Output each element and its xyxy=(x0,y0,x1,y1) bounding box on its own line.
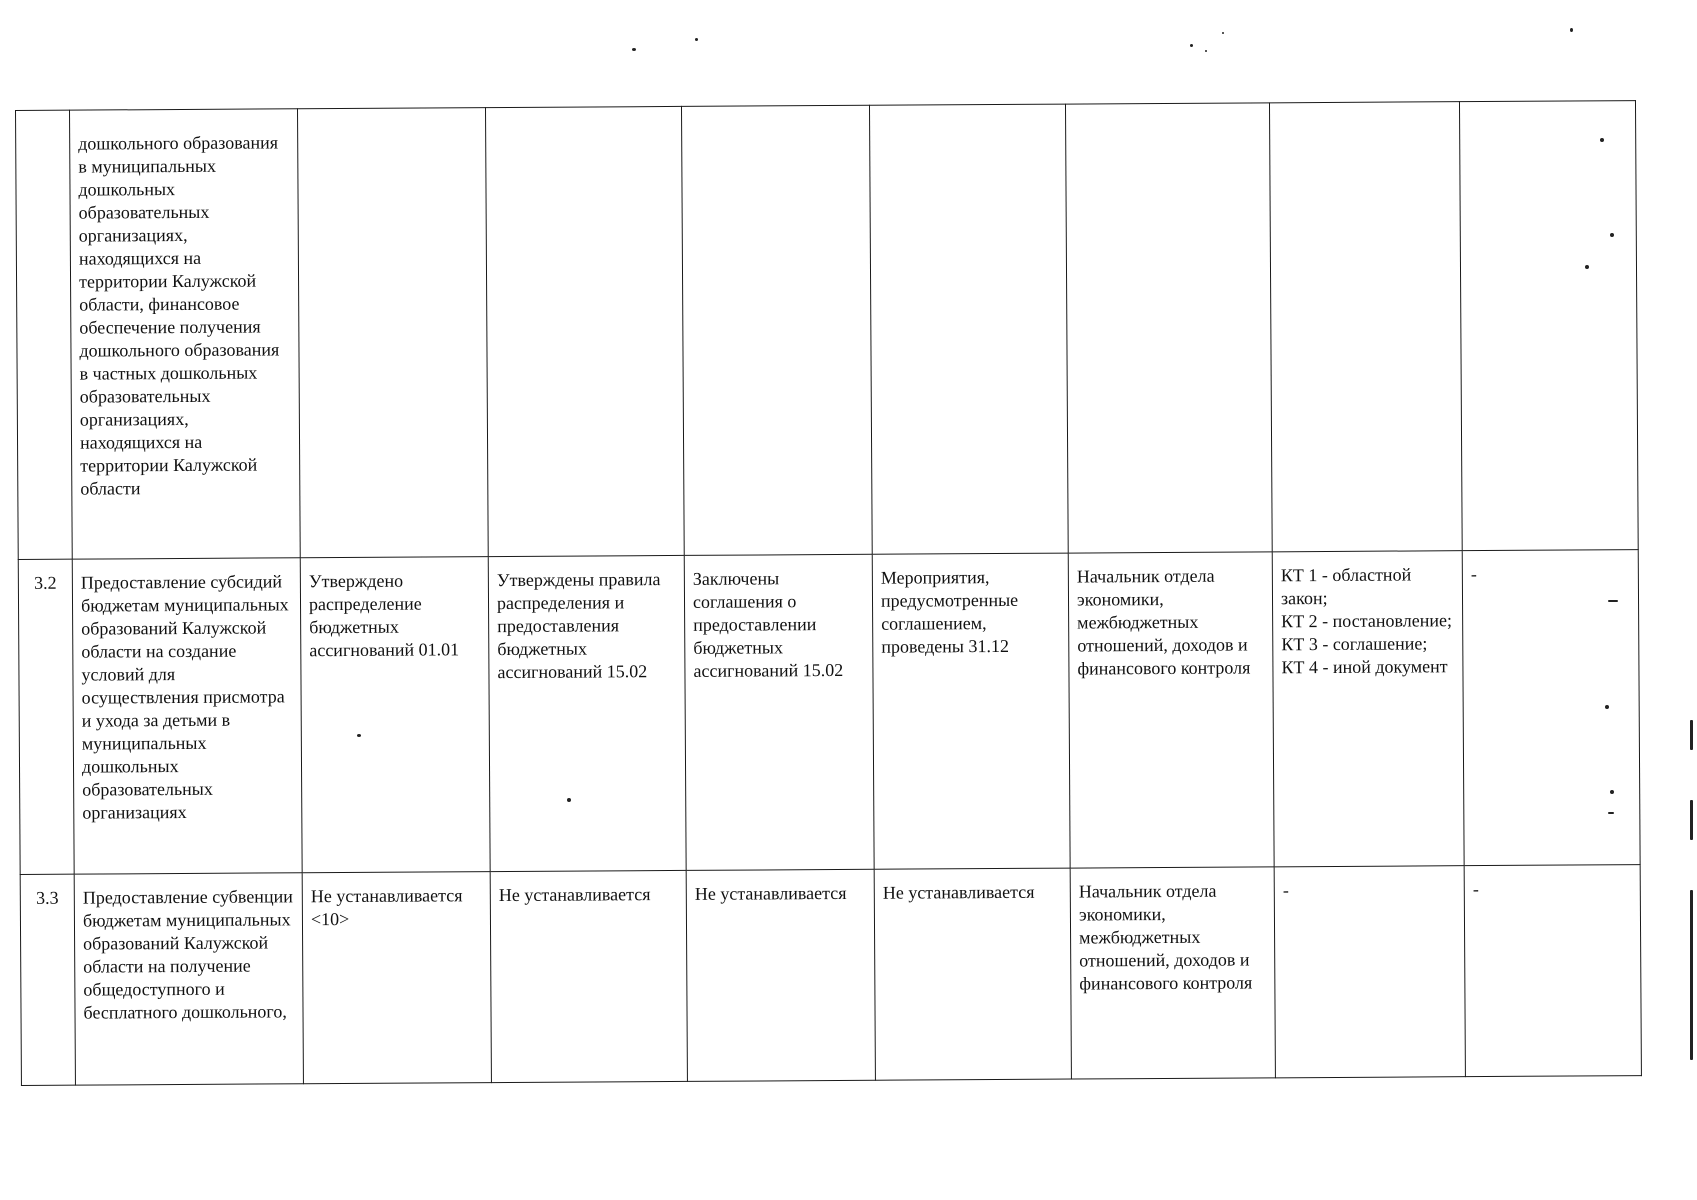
table-row xyxy=(20,865,1641,1086)
document-type: - xyxy=(1274,866,1465,1078)
scan-speck xyxy=(1690,800,1693,840)
control-point-1: Утверждено распределение бюджетных ассигнований 01.01 xyxy=(300,557,490,873)
control-point-1: Не устанавливается <10> xyxy=(302,872,491,1084)
control-point-2: Не устанавливается xyxy=(490,870,687,1082)
extra-column: - xyxy=(1462,550,1640,866)
control-point-1 xyxy=(297,108,488,558)
table-row xyxy=(18,550,1640,875)
extra-column xyxy=(1459,101,1638,551)
scan-speck xyxy=(1690,890,1693,1060)
responsible-person xyxy=(1065,103,1272,553)
responsible-person: Начальник отдела экономики, межбюджетных отношений, доходов и финансового контроля xyxy=(1070,867,1275,1079)
scan-speck xyxy=(695,38,698,41)
scan-speck xyxy=(1690,720,1693,750)
table-row xyxy=(16,101,1639,560)
extra-column: - xyxy=(1464,865,1641,1077)
control-point-4: Не устанавливается xyxy=(874,868,1071,1080)
control-point-3 xyxy=(681,105,872,555)
scan-speck xyxy=(1222,32,1224,34)
measure-name: Предоставление субвенции бюджетам муниципальных образований Калужской области на получение общедоступного и бесплатного дошкольного, xyxy=(74,873,303,1085)
responsible-person: Начальник отдела экономики, межбюджетных отношений, доходов и финансового контроля xyxy=(1068,552,1274,868)
row-number: 3.3 xyxy=(20,874,75,1085)
measures-table xyxy=(15,100,1642,1086)
measure-name: дошкольного образования в муниципальных дошкольных образовательных организациях, находящихся на территории Калужской области, финансовое обеспечение получения дошкольного образования в частных дошкольных образовательных организациях, находящихся на территории Калужской области xyxy=(70,109,301,559)
scan-speck xyxy=(1190,44,1193,47)
control-point-4 xyxy=(869,104,1068,554)
control-point-3: Не устанавливается xyxy=(686,869,875,1081)
scan-speck xyxy=(1570,28,1573,32)
control-point-2: Утверждены правила распределения и предоставления бюджетных ассигнований 15.02 xyxy=(488,555,686,871)
control-point-3: Заключены соглашения о предоставлении бюджетных ассигнований 15.02 xyxy=(684,554,874,870)
measure-name: Предоставление субсидий бюджетам муниципальных образований Калужской области на создание условий для осуществления присмотра и ухода за детьми в муниципальных дошкольных образовательных организациях xyxy=(72,558,302,874)
document-type: КТ 1 - областной закон; КТ 2 - постановление; КТ 3 - соглашение; КТ 4 - иной документ xyxy=(1272,551,1464,867)
document-type xyxy=(1269,102,1462,552)
control-point-4: Мероприятия, предусмотренные соглашением, проведены 31.12 xyxy=(872,553,1070,869)
scan-speck xyxy=(1205,50,1207,52)
scan-speck xyxy=(632,48,636,51)
row-number: 3.2 xyxy=(18,559,74,874)
row-number xyxy=(16,110,73,559)
control-point-2 xyxy=(485,106,684,556)
